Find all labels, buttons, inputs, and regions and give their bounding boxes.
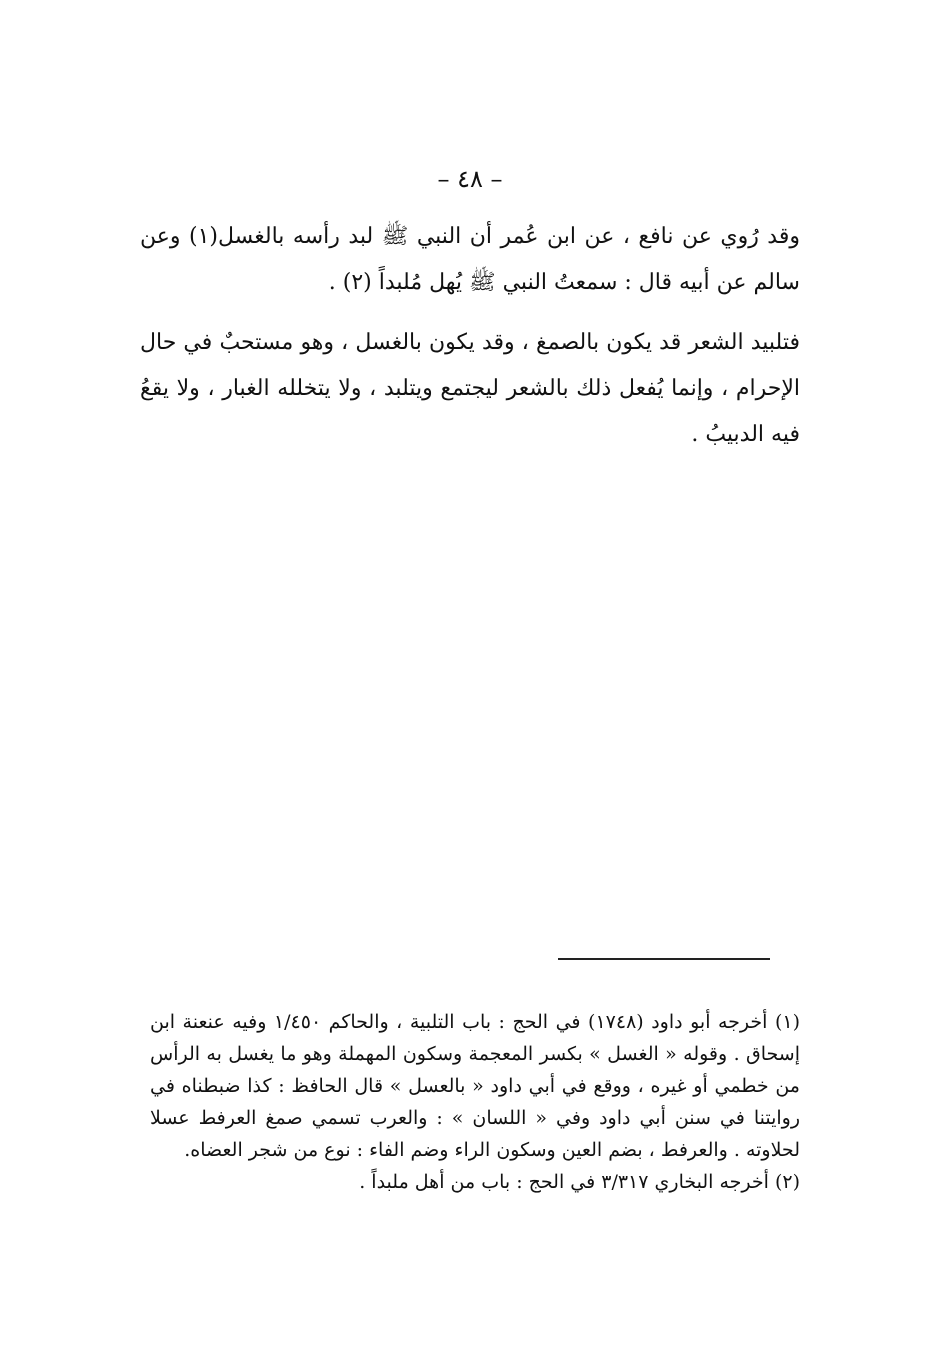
footnote-1 [150,1006,800,1166]
footnote-text: (٢) أخرجه البخاري ٣/٣١٧ في الحج : باب من أهل ملبداً . [359,1171,800,1193]
footnotes-section [150,1006,800,1198]
body-paragraph: وقد رُوي عن نافع ، عن ابن عُمر أن النبي ﷺ لبد رأسه بالغسل(١) وعن سالم عن أبيه قال : سمعتُ النبي ﷺ يُهل مُلبداً (٢) . [140,224,800,295]
body-paragraph: فتلبيد الشعر قد يكون بالصمغ ، وقد يكون بالغسل ، وهو مستحبٌ في حال الإحرام ، وإنما يُفعل ذلك بالشعر ليجتمع ويتلبد ، ولا يتخلله الغبار ، ولا يقعُ فيه الدبيبُ . [140,330,800,447]
page-number: – ٤٨ – [437,165,503,193]
footnote-2 [150,1166,800,1198]
footnote-separator [558,958,770,960]
footnote-text: (١) أخرجه أبو داود (١٧٤٨) في الحج : باب التلبية ، والحاكم ١/٤٥٠ وفيه عنعنة ابن إسحاق . وقوله « الغسل » بكسر المعجمة وسكون المهملة وهو ما يغسل به الرأس من خطمي أو غيره ، ووقع في أبي داود « بالعسل » قال الحافظ : كذا ضبطناه في روايتنا في سنن أبي داود وفي « اللسان » : والعرب تسمي صمغ العرفط عسلا لحلاوته . والعرفط ، بضم العين وسكون الراء وضم الفاء : نوع من شجر العضاه. [150,1011,801,1161]
